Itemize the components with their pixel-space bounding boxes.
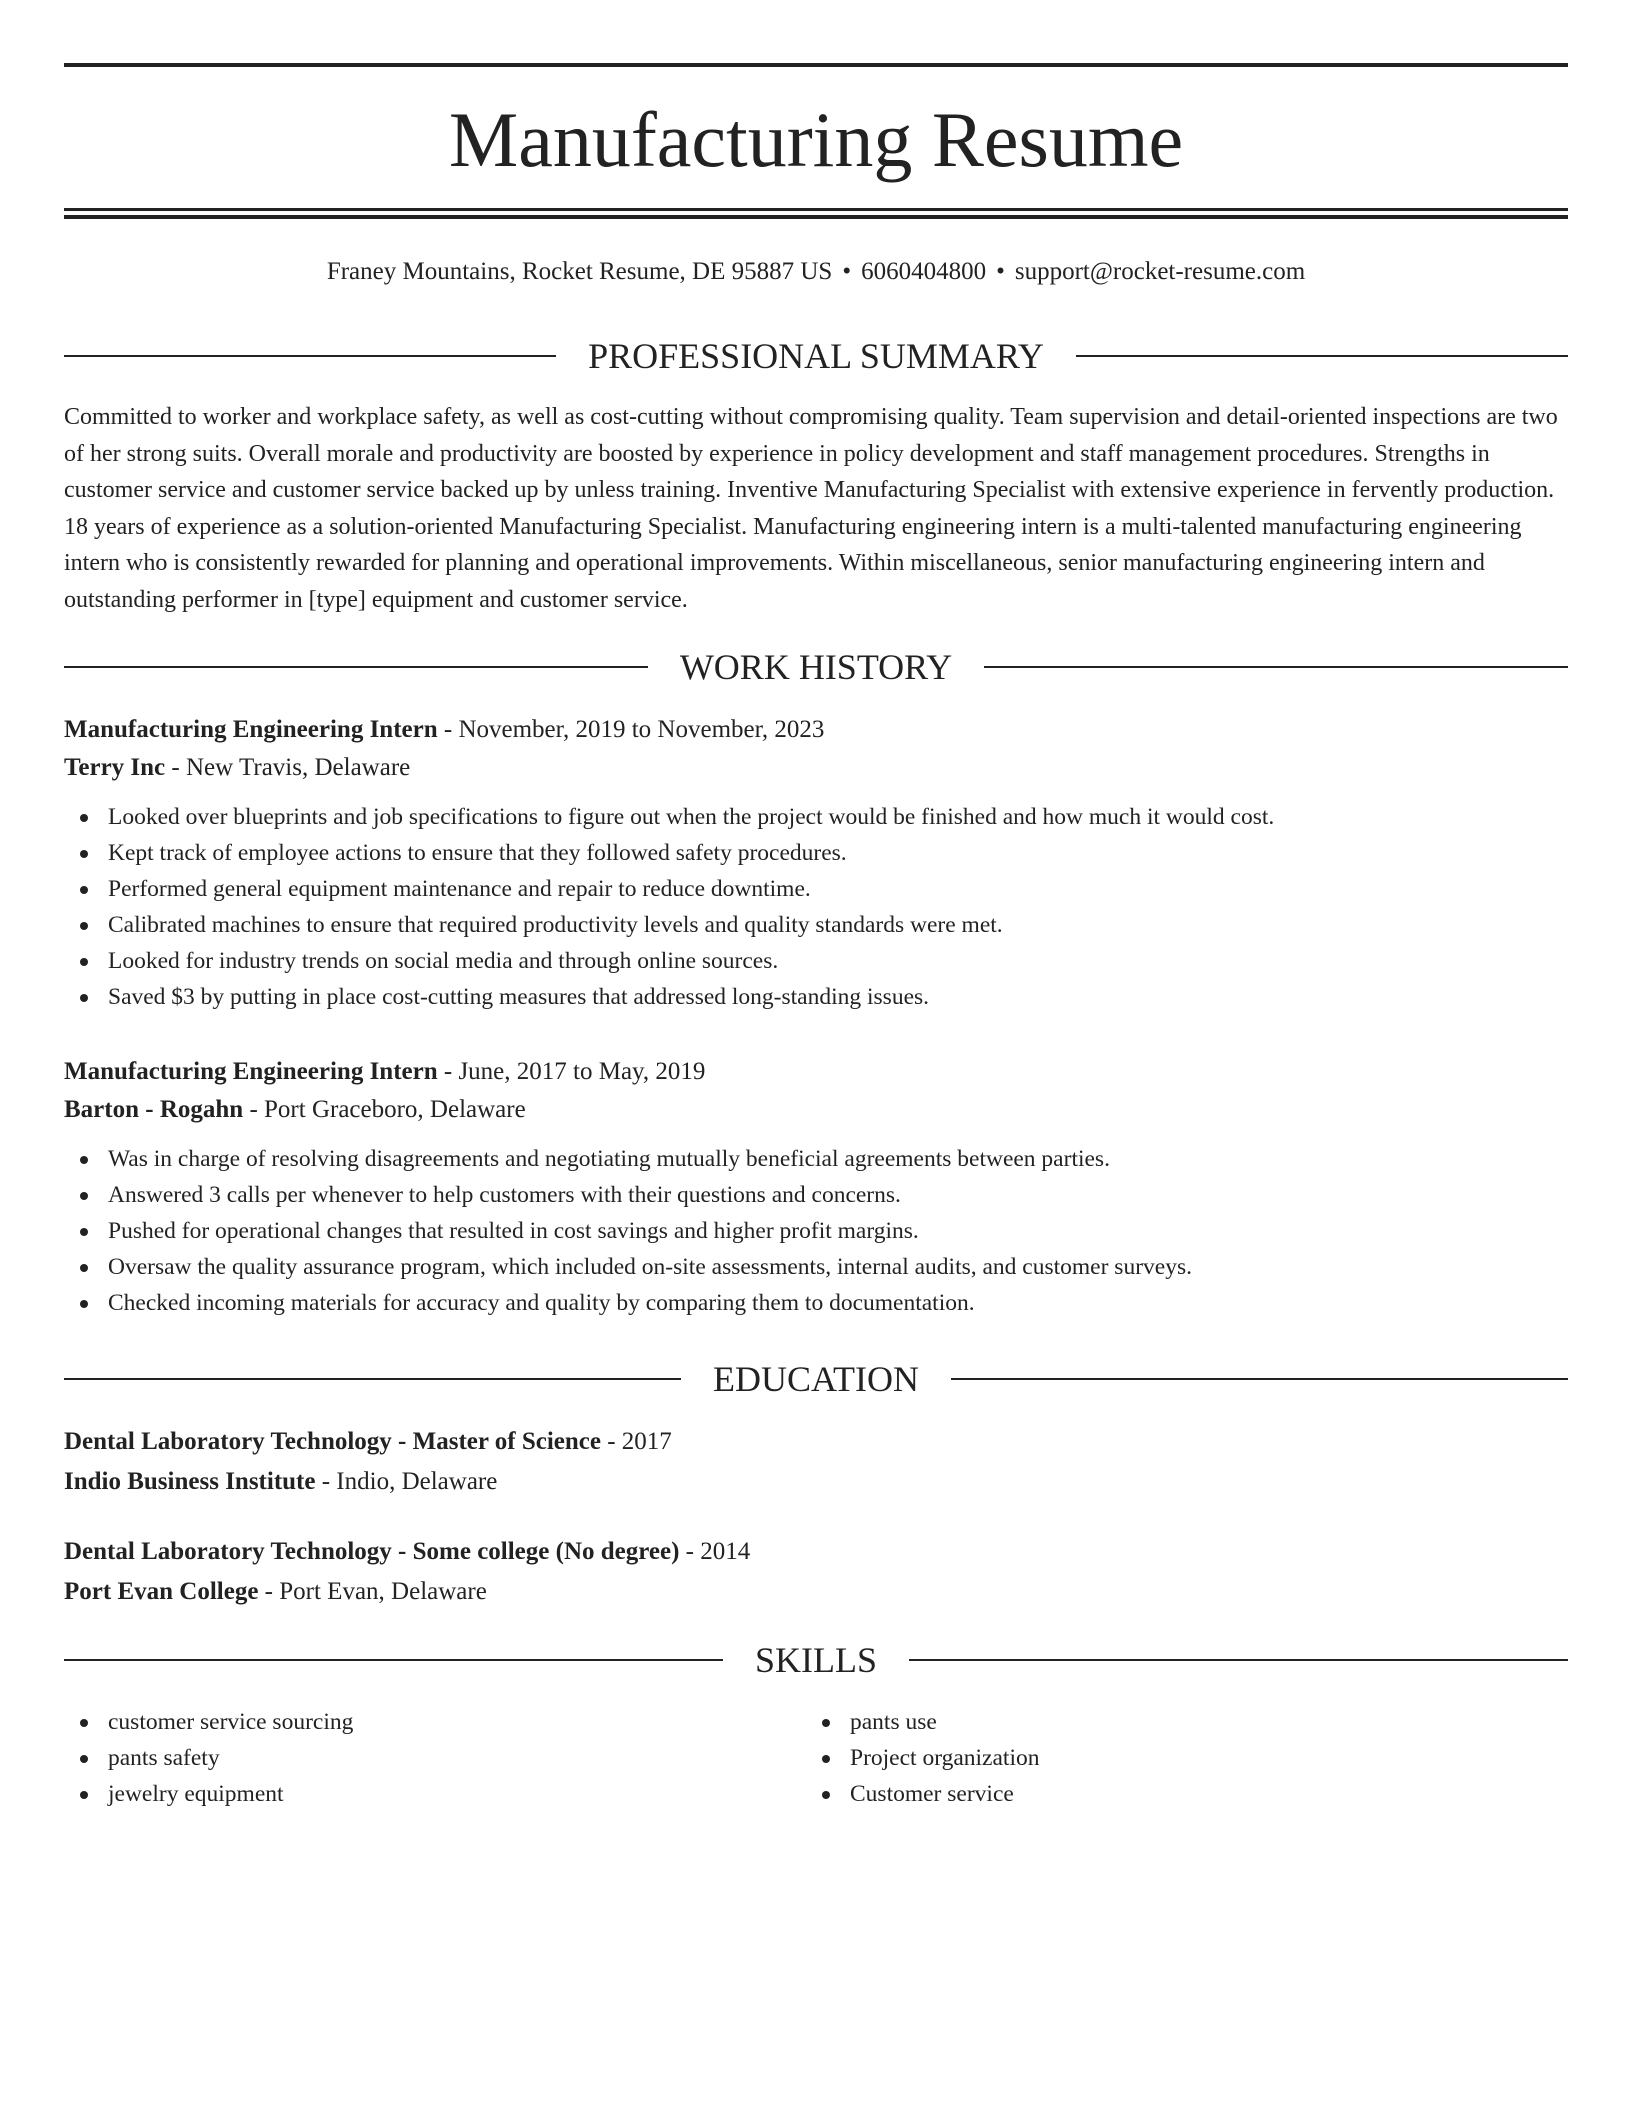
skills-bullet-list (64, 1704, 806, 1812)
job-company: Terry Inc (64, 754, 166, 781)
list-item: Kept track of employee actions to ensure that they followed safety procedures. (64, 835, 1568, 871)
list-item: jewelry equipment (64, 1776, 806, 1812)
list-item: Looked for industry trends on social media and through online sources. (64, 943, 1568, 979)
school: Port Evan College (64, 1578, 259, 1605)
resume-title: Manufacturing Resume (448, 96, 1184, 183)
job-bullet-list (64, 799, 1568, 1015)
job-company-line (64, 749, 1568, 787)
title-bottom-double-rule (64, 208, 1568, 219)
job-entry (64, 711, 1568, 1015)
list-item: Was in charge of resolving disagreements and negotiating mutually beneficial agreements between parties. (64, 1141, 1568, 1177)
degree-line (64, 1532, 1568, 1572)
skills-column-left (64, 1704, 806, 1812)
education-entry (64, 1422, 1568, 1502)
section-heading-education (64, 1357, 1568, 1401)
list-item: customer service sourcing (64, 1704, 806, 1740)
section-heading-summary (64, 334, 1568, 378)
job-title: Manufacturing Engineering Intern (64, 1058, 438, 1085)
list-item: Answered 3 calls per whenever to help customers with their questions and concerns. (64, 1177, 1568, 1213)
summary-text: Committed to worker and workplace safety, as well as cost-cutting without compromising quality. Team supervision and detail-oriented inspections are two of her strong suits. Overall morale and productivity are boosted by experience in policy development and staff management procedures. Strengths in customer service and customer service backed up by unless training. Inventive Manufacturing Specialist with extensive experience in fervently production. 18 years of experience as a solution-oriented Manufacturing Specialist. Manufacturing engineering intern is a multi-talented manufacturing engineering intern who is consistently rewarded for planning and operational improvements. Within miscellaneous, senior manufacturing engineering intern and outstanding performer in [type] equipment and customer service. (64, 404, 1558, 613)
education-entry (64, 1532, 1568, 1612)
heading-rule-right (909, 1659, 1568, 1661)
list-item: Looked over blueprints and job specifications to figure out when the project would be finished and how much it would cost. (64, 799, 1568, 835)
job-title-line (64, 1053, 1568, 1091)
degree-line (64, 1422, 1568, 1462)
list-item: Oversaw the quality assurance program, which included on-site assessments, internal audits, and customer surveys. (64, 1249, 1568, 1285)
job-bullet-list (64, 1141, 1568, 1321)
contact-separator: • (996, 258, 1005, 285)
school-location: - Indio, Delaware (315, 1468, 498, 1495)
job-entry (64, 1053, 1568, 1321)
section-title: EDUCATION (713, 1359, 919, 1399)
list-item: Checked incoming materials for accuracy and quality by comparing them to documentation. (64, 1285, 1568, 1321)
heading-rule-right (1076, 355, 1568, 357)
list-item: pants safety (64, 1740, 806, 1776)
list-item: Calibrated machines to ensure that required productivity levels and quality standards were met. (64, 907, 1568, 943)
contact-separator: • (842, 258, 852, 285)
list-item: pants use (806, 1704, 1548, 1740)
contact-email: support@rocket-resume.com (1014, 258, 1306, 285)
heading-rule-left (64, 1659, 723, 1661)
school-location: - Port Evan, Delaware (258, 1578, 487, 1605)
section-title: SKILLS (755, 1640, 878, 1680)
job-company: Barton - Rogahn (64, 1096, 244, 1123)
job-title: Manufacturing Engineering Intern (64, 716, 438, 743)
school-line (64, 1572, 1568, 1612)
school: Indio Business Institute (64, 1468, 316, 1495)
degree-year: - 2014 (679, 1538, 751, 1565)
job-location: - Port Graceboro, Delaware (243, 1096, 526, 1123)
degree-year: - 2017 (600, 1428, 672, 1455)
job-company-line (64, 1091, 1568, 1129)
contact-address: Franey Mountains, Rocket Resume, DE 95887 US (326, 258, 833, 285)
list-item: Project organization (806, 1740, 1548, 1776)
job-dates: - June, 2017 to May, 2019 (437, 1058, 706, 1085)
heading-rule-left (64, 355, 556, 357)
section-heading-work-history (64, 645, 1568, 689)
skills-list (64, 1704, 1568, 1812)
list-item: Pushed for operational changes that resulted in cost savings and higher profit margins. (64, 1213, 1568, 1249)
heading-rule-left (64, 1378, 681, 1380)
job-title-line (64, 711, 1568, 749)
heading-rule-right (951, 1378, 1568, 1380)
heading-rule-right (984, 666, 1568, 668)
contact-line (64, 254, 1568, 290)
school-line (64, 1462, 1568, 1502)
section-heading-skills (64, 1638, 1568, 1682)
skills-bullet-list (806, 1704, 1548, 1812)
job-location: - New Travis, Delaware (165, 754, 411, 781)
degree: Dental Laboratory Technology - Some college (No degree) (64, 1538, 680, 1565)
list-item: Saved $3 by putting in place cost-cutting measures that addressed long-standing issues. (64, 979, 1568, 1015)
skills-column-right (806, 1704, 1548, 1812)
contact-phone: 6060404800 (861, 258, 987, 285)
section-title: WORK HISTORY (679, 647, 953, 687)
job-dates: - November, 2019 to November, 2023 (437, 716, 825, 743)
degree: Dental Laboratory Technology - Master of Science (64, 1428, 601, 1455)
heading-rule-left (64, 666, 648, 668)
section-title: PROFESSIONAL SUMMARY (588, 336, 1044, 376)
list-item: Performed general equipment maintenance and repair to reduce downtime. (64, 871, 1568, 907)
title-top-rule (64, 63, 1568, 67)
list-item: Customer service (806, 1776, 1548, 1812)
